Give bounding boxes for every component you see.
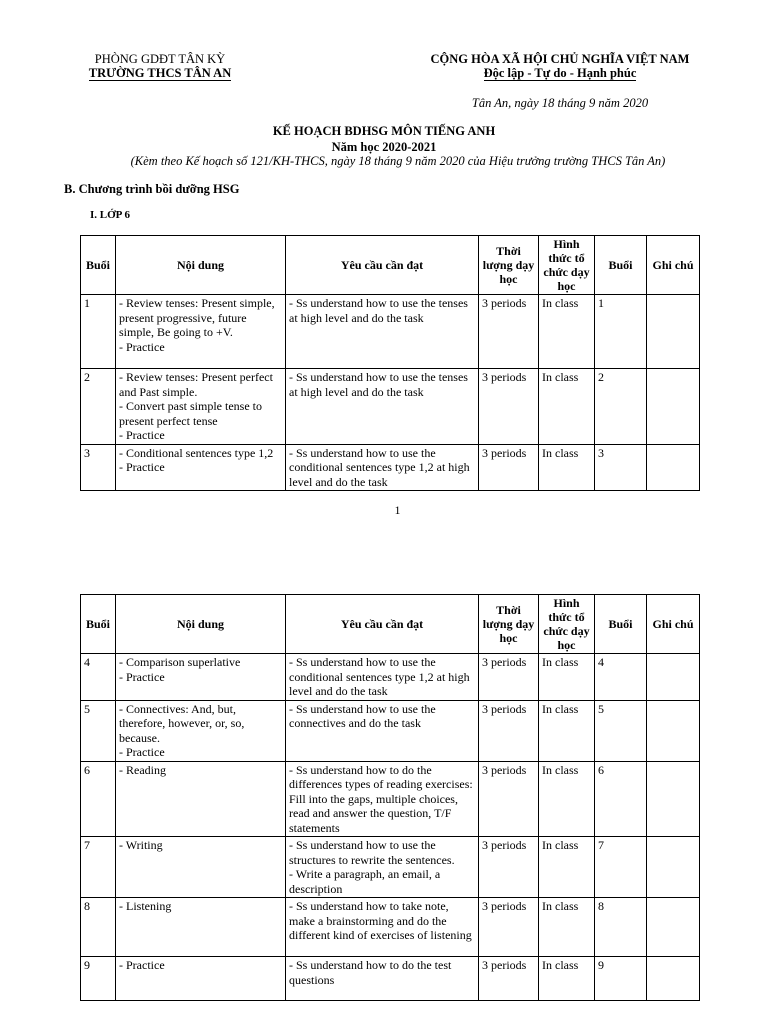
- cell-form: In class: [539, 369, 595, 445]
- grade-title: I. LỚP 6: [90, 209, 131, 221]
- col-session: Buổi: [81, 236, 116, 295]
- attachment-note: (Kèm theo Kế hoạch số 121/KH-THCS, ngày 18 tháng 9 năm 2020 của Hiệu trưởng trường THCS Tân An): [130, 154, 666, 168]
- col-session-2: Buổi: [595, 236, 647, 295]
- cell-requirements: - Ss understand how to do the differences types of reading exercises: Fill into the gaps, multiple choices, read and answer the question, T/F statements: [286, 761, 479, 837]
- cell-note: [647, 444, 700, 491]
- plan-table-2: [80, 594, 700, 1001]
- cell-note: [647, 295, 700, 369]
- table-row: [81, 295, 700, 369]
- col-session-2: Buổi: [595, 595, 647, 654]
- header-right: [410, 52, 710, 81]
- cell-requirements: - Ss understand how to take note, make a brainstorming and do the different kind of exercises of listening: [286, 898, 479, 957]
- cell-content: - Connectives: And, but, therefore, however, or, so, because. - Practice: [116, 700, 286, 761]
- cell-session: 5: [81, 700, 116, 761]
- col-requirements: Yêu cầu cần đạt: [286, 236, 479, 295]
- cell-session-2: 9: [595, 957, 647, 1001]
- table-row: [81, 700, 700, 761]
- cell-requirements: - Ss understand how to use the tenses at high level and do the task: [286, 369, 479, 445]
- cell-content: - Review tenses: Present perfect and Past simple. - Convert past simple tense to present perfect tense - Practice: [116, 369, 286, 445]
- table-row: [81, 837, 700, 898]
- cell-session-2: 8: [595, 898, 647, 957]
- cell-note: [647, 761, 700, 837]
- table-header-row: [81, 236, 700, 295]
- cell-requirements: - Ss understand how to use the conditional sentences type 1,2 at high level and do the task: [286, 654, 479, 701]
- cell-form: In class: [539, 700, 595, 761]
- table-row: [81, 369, 700, 445]
- document-title: KẾ HOẠCH BDHSG MÔN TIẾNG ANH: [272, 124, 496, 138]
- cell-session-2: 7: [595, 837, 647, 898]
- cell-form: In class: [539, 837, 595, 898]
- cell-content: - Writing: [116, 837, 286, 898]
- cell-session: 1: [81, 295, 116, 369]
- cell-duration: 3 periods: [479, 444, 539, 491]
- cell-duration: 3 periods: [479, 654, 539, 701]
- cell-note: [647, 700, 700, 761]
- cell-duration: 3 periods: [479, 295, 539, 369]
- cell-session-2: 3: [595, 444, 647, 491]
- national-motto: Độc lập - Tự do - Hạnh phúc: [483, 66, 637, 80]
- cell-requirements: - Ss understand how to use the structures to rewrite the sentences. - Write a paragraph, an email, a description: [286, 837, 479, 898]
- page-number: 1: [394, 503, 401, 517]
- col-session: Buổi: [81, 595, 116, 654]
- school-year: Năm học 2020-2021: [331, 140, 437, 154]
- cell-requirements: - Ss understand how to use the tenses at high level and do the task: [286, 295, 479, 369]
- col-note: Ghi chú: [647, 595, 700, 654]
- cell-form: In class: [539, 898, 595, 957]
- cell-duration: 3 periods: [479, 837, 539, 898]
- cell-content: - Comparison superlative - Practice: [116, 654, 286, 701]
- cell-note: [647, 654, 700, 701]
- cell-content: - Conditional sentences type 1,2 - Practice: [116, 444, 286, 491]
- table-row: [81, 444, 700, 491]
- cell-requirements: - Ss understand how to use the conditional sentences type 1,2 at high level and do the task: [286, 444, 479, 491]
- cell-note: [647, 957, 700, 1001]
- cell-note: [647, 837, 700, 898]
- school-name: TRƯỜNG THCS TÂN AN: [88, 66, 232, 80]
- cell-session: 7: [81, 837, 116, 898]
- cell-requirements: - Ss understand how to do the test questions: [286, 957, 479, 1001]
- cell-form: In class: [539, 761, 595, 837]
- plan-table-1: [80, 235, 700, 491]
- cell-requirements: - Ss understand how to use the connectives and do the task: [286, 700, 479, 761]
- cell-note: [647, 898, 700, 957]
- cell-session-2: 2: [595, 369, 647, 445]
- cell-session: 8: [81, 898, 116, 957]
- col-content: Nội dung: [116, 236, 286, 295]
- col-form: Hình thức tổ chức dạy học: [539, 595, 595, 654]
- col-requirements: Yêu cầu cần đạt: [286, 595, 479, 654]
- cell-session: 9: [81, 957, 116, 1001]
- cell-duration: 3 periods: [479, 700, 539, 761]
- cell-content: - Review tenses: Present simple, present progressive, future simple, Be going to +V. - Practice: [116, 295, 286, 369]
- table-row: [81, 654, 700, 701]
- cell-duration: 3 periods: [479, 369, 539, 445]
- header-left: [70, 52, 250, 81]
- cell-note: [647, 369, 700, 445]
- cell-session-2: 4: [595, 654, 647, 701]
- cell-session-2: 6: [595, 761, 647, 837]
- cell-session: 2: [81, 369, 116, 445]
- cell-session-2: 1: [595, 295, 647, 369]
- date-line: Tân An, ngày 18 tháng 9 năm 2020: [471, 96, 649, 110]
- table-row: [81, 761, 700, 837]
- cell-form: In class: [539, 444, 595, 491]
- cell-session: 6: [81, 761, 116, 837]
- table-header-row: [81, 595, 700, 654]
- cell-content: - Listening: [116, 898, 286, 957]
- section-title: B. Chương trình bồi dưỡng HSG: [64, 182, 240, 196]
- cell-form: In class: [539, 654, 595, 701]
- col-content: Nội dung: [116, 595, 286, 654]
- table-row: [81, 957, 700, 1001]
- col-duration: Thời lượng dạy học: [479, 595, 539, 654]
- cell-session-2: 5: [595, 700, 647, 761]
- cell-form: In class: [539, 295, 595, 369]
- national-title: CỘNG HÒA XÃ HỘI CHỦ NGHĨA VIỆT NAM: [430, 52, 690, 66]
- cell-duration: 3 periods: [479, 898, 539, 957]
- cell-content: - Reading: [116, 761, 286, 837]
- cell-duration: 3 periods: [479, 761, 539, 837]
- col-form: Hình thức tổ chức dạy học: [539, 236, 595, 295]
- department-name: PHÒNG GDĐT TÂN KỲ: [94, 52, 226, 66]
- cell-content: - Practice: [116, 957, 286, 1001]
- cell-duration: 3 periods: [479, 957, 539, 1001]
- col-note: Ghi chú: [647, 236, 700, 295]
- cell-session: 3: [81, 444, 116, 491]
- cell-session: 4: [81, 654, 116, 701]
- col-duration: Thời lượng dạy học: [479, 236, 539, 295]
- cell-form: In class: [539, 957, 595, 1001]
- table-row: [81, 898, 700, 957]
